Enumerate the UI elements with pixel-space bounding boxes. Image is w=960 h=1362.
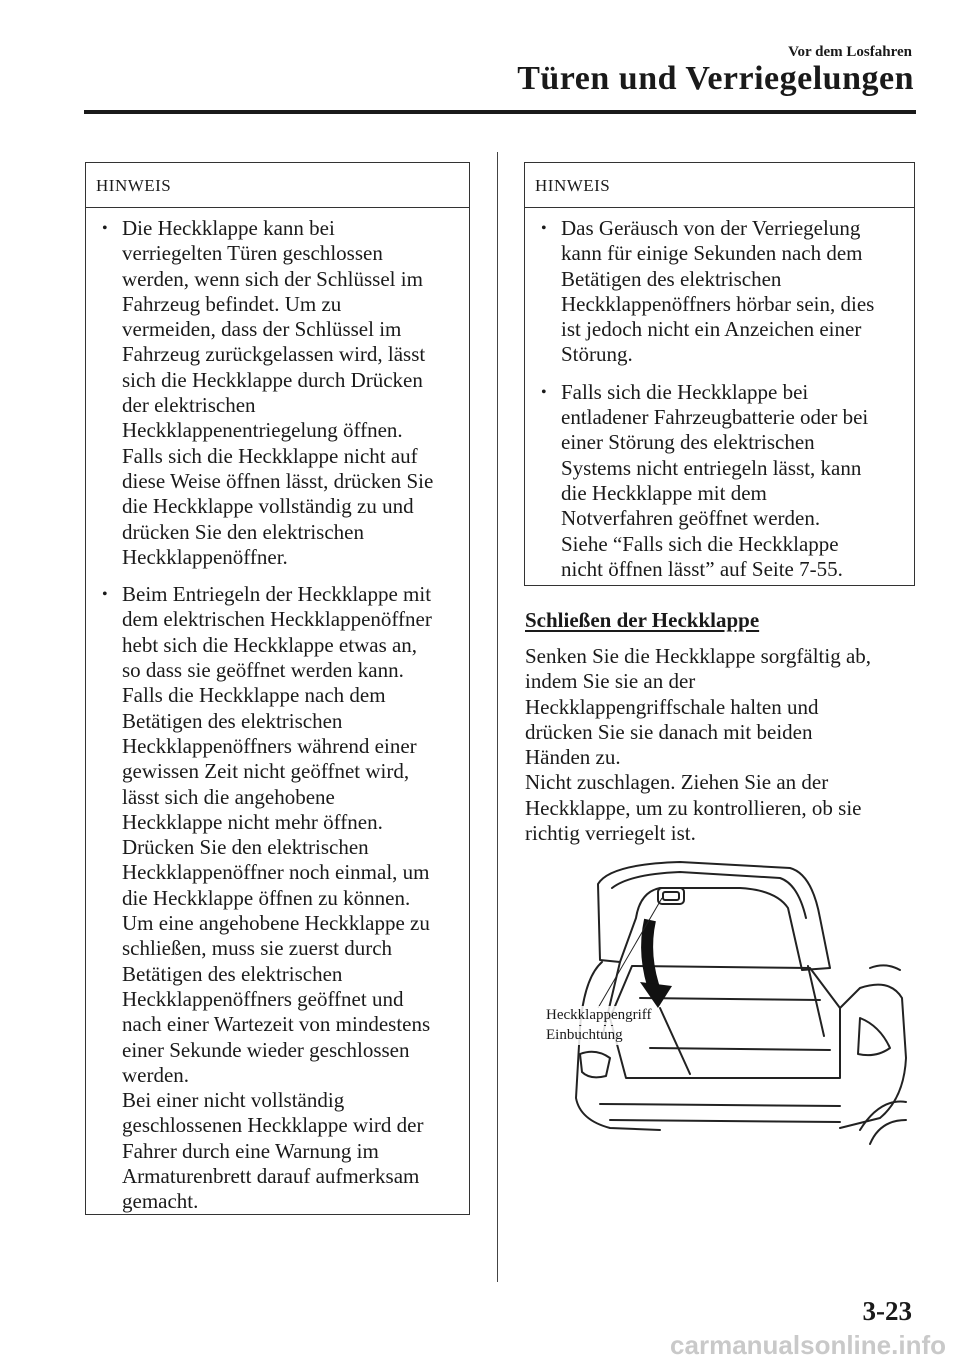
page-title: Türen und Verriegelungen [517,60,914,97]
watermark: carmanualsonline.info [670,1330,946,1360]
note-item-text: • Falls sich die Heckklappe bei entladener Fahrzeugbatterie oder bei einer Störung des elektrischen Systems nicht entriegeln lässt, kann die Heckklappe mit dem Notverfahren geöffnet werden. Siehe “Falls sich die Heckklappe nicht öffnen lässt” auf Seite 7-55. [561,379,869,581]
column-divider [497,152,498,1282]
tailgate-illustration [540,858,910,1148]
note-list [86,208,469,1215]
section-body: Senken Sie die Heckklappe sorgfältig ab, indem Sie sie an der Heckklappengriffschale halten und drücken Sie sie danach mit beiden Händen zu. Nicht zuschlagen. Ziehen Sie an der Heckklappe, um zu kontrollieren, ob sie richtig verriegelt ist. [525,644,872,846]
note-list [525,208,914,582]
section-heading: Schließen der Heckklappe [525,608,760,632]
page-number: 3-23 [862,1296,912,1326]
note-item-text: • Das Geräusch von der Verriegelung kann für einige Sekunden nach dem Betätigen des elektrischen Heckklappenöffners hörbar sein, dies ist jedoch nicht ein Anzeichen einer Störung. [561,216,875,367]
note-heading: HINWEIS [525,163,914,208]
note-item-text: • Beim Entriegeln der Heckklappe mit dem elektrischen Heckklappenöffner hebt sich die Heckklappe etwas an, so dass sie geöffnet werden kann. Falls die Heckklappe nach dem Betätigen des elektrischen Heckklappenöffners während einer gewissen Zeit nicht geöffnet wird, lässt sich die angehobene Heckklappe nicht mehr öffnen. Drücken Sie den elektrischen Heckklappenöffner noch einmal, um die Heckklappe öffnen zu können. Um eine angehobene Heckklappe zu schließen, muss sie zuerst durch Betätigen des elektrischen Heckklappenöffners geöffnet und nach einer Wartezeit von mindestens einer Sekunde wieder geschlossen werden. Bei einer nicht vollständig geschlossenen Heckklappe wird der Fahrer durch eine Warnung im Armaturenbrett darauf aufmerksam gemacht. [122,582,432,1214]
note-item [561,216,900,368]
header-section-label: Vor dem Losfahren [788,44,912,60]
note-item [122,216,455,570]
note-heading: HINWEIS [86,163,469,208]
note-item-text: • Die Heckklappe kann bei verriegelten Türen geschlossen werden, wenn sich der Schlüssel im Fahrzeug befindet. Um zu vermeiden, dass der Schlüssel im Fahrzeug zurückgelassen wird, lässt sich die Heckklappe durch Drücken der elektrischen Heckklappenentriegelung öffnen. Falls sich die Heckklappe nicht auf diese Weise öffnen lässt, drücken Sie die Heckklappe vollständig zu und drücken Sie den elektrischen Heckklappenöffner. [122,216,434,569]
figure-label-line2: Einbuchtung [546,1027,623,1043]
note-box-right [524,162,915,586]
header-rule [84,110,916,114]
note-item [122,582,455,1214]
note-item [561,380,900,582]
figure-label-line1: Heckklappengriff [546,1007,652,1023]
note-box-left [85,162,470,1215]
